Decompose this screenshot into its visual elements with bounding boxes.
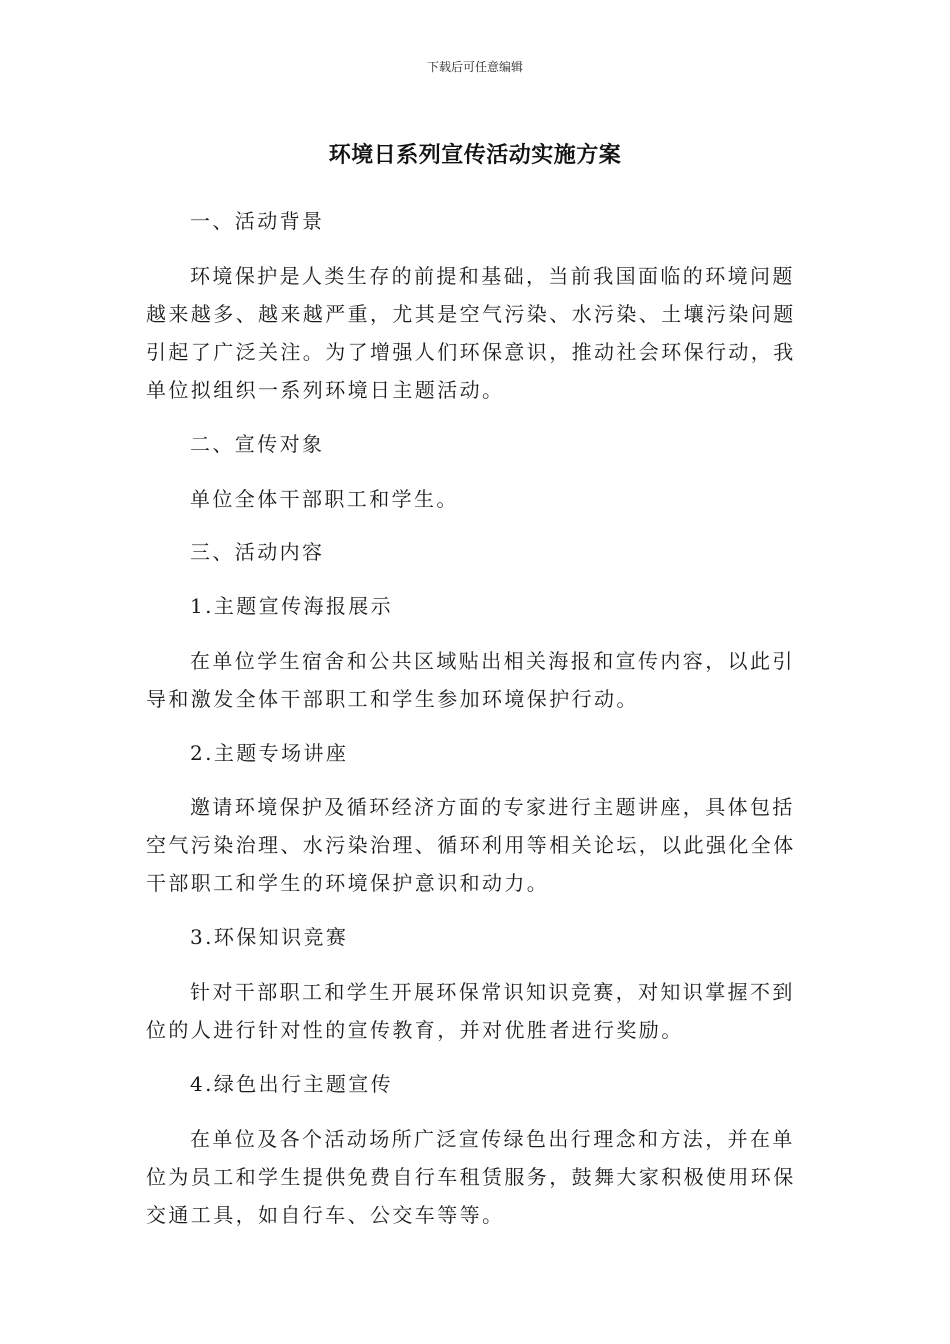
paragraph-green-travel: 在单位及各个活动场所广泛宣传绿色出行理念和方法，并在单位为员工和学生提供免费自行车租赁服务，鼓舞大家积极使用环保交通工具，如自行车、公交车等等。 [146, 1127, 796, 1227]
section-heading-content: 三、活动内容 [190, 540, 325, 564]
item-heading-lecture: 2.主题专场讲座 [190, 741, 349, 765]
paragraph-lecture: 邀请环境保护及循环经济方面的专家进行主题讲座，具体包括空气污染治理、水污染治理、循环利用等相关论坛，以此强化全体干部职工和学生的环境保护意识和动力。 [146, 795, 796, 895]
paragraph-background: 环境保护是人类生存的前提和基础，当前我国面临的环境问题越来越多、越来越严重，尤其是空气污染、水污染、土壤污染问题引起了广泛关注。为了增强人们环保意识，推动社会环保行动，我单位拟组织一系列环境日主题活动。 [146, 264, 796, 402]
item-heading-poster: 1.主题宣传海报展示 [190, 594, 394, 618]
document-title: 环境日系列宣传活动实施方案 [328, 143, 622, 168]
paragraph-poster: 在单位学生宿舍和公共区域贴出相关海报和宣传内容，以此引导和激发全体干部职工和学生参加环境保护行动。 [146, 649, 795, 711]
item-heading-green-travel: 4.绿色出行主题宣传 [190, 1072, 394, 1096]
header-note: 下载后可任意编辑 [426, 60, 523, 74]
paragraph-audience: 单位全体干部职工和学生。 [190, 487, 459, 511]
item-heading-quiz: 3.环保知识竞赛 [190, 925, 349, 949]
section-heading-audience: 二、宣传对象 [190, 432, 325, 456]
section-heading-background: 一、活动背景 [190, 209, 325, 233]
paragraph-quiz: 针对干部职工和学生开展环保常识知识竞赛，对知识掌握不到位的人进行针对性的宣传教育，并对优胜者进行奖励。 [146, 980, 795, 1042]
